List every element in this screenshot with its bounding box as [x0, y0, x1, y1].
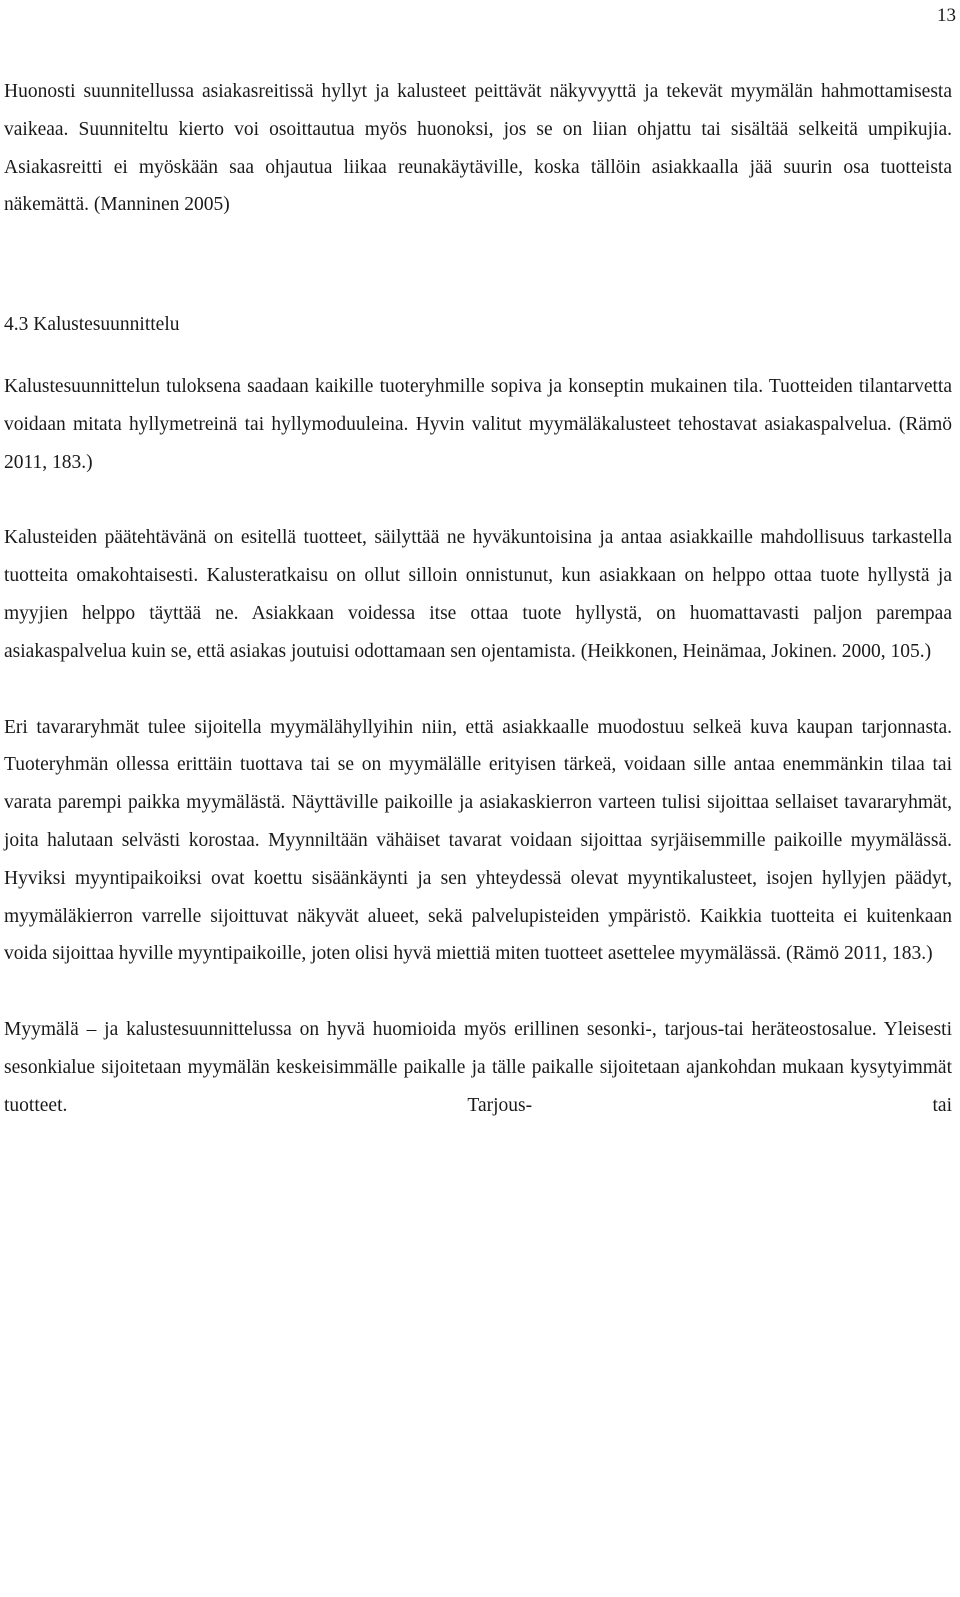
page-number: 13 — [937, 5, 956, 26]
paragraph-sesonkialue: Myymälä – ja kalustesuunnittelussa on hyvä huomioida myös erillinen sesonki-, tarjous-tai heräteostosalue. Yleisesti sesonkialue sijoitetaan myymälän keskeisimmälle paikalle ja tälle paikalle sijoitetaan ajankohdan mukaan kysytyimmät tuotteet. Tarjous- tai — [4, 1019, 952, 1116]
paragraph-kalustesuunnittelu: Kalustesuunnittelun tuloksena saadaan kaikille tuoteryhmille sopiva ja konseptin mukainen tila. Tuotteiden tilantarvetta voidaan mitata hyllymetreinä tai hyllymoduuleina. Hyvin valitut myymäläkalusteet tehostavat asiakaspalvelua. (Rämö 2011, 183.) — [4, 375, 952, 473]
paragraph-kalusteiden-tehtava: Kalusteiden päätehtävänä on esitellä tuotteet, säilyttää ne hyväkuntoisina ja antaa asiakkaille mahdollisuus tarkastella tuotteita omakohtaisesti. Kalusteratkaisu on ollut silloin onnistunut, kun asiakkaan on helppo ottaa tuote hyllystä ja myyjien helppo täyttää ne. Asiakkaan voidessa itse ottaa tuote hyllystä, on huomattavasti paljon parempaa asiakaspalvelua kuin se, että asiakas joutuisi odottamaan sen ojentamista. (Heikkonen, Heinämaa, Jokinen. 2000, 105.) — [4, 527, 952, 662]
paragraph-tavararyhmat: Eri tavararyhmät tulee sijoitella myymälähyllyihin niin, että asiakkaalle muodostuu selkeä kuva kaupan tarjonnasta. Tuoteryhmän ollessa erittäin tuottava tai se on myymälälle erityisen tärkeä, voidaan sille antaa enemmänkin tilaa tai varata parempi paikka myymälästä. Näyttäville paikoille ja asiakaskierron varteen tulisi sijoittaa sellaiset tavararyhmät, joita halutaan selvästi korostaa. Myynniltään vähäiset tavarat voidaan sijoittaa syrjäisemmille paikoille myymälässä. Hyviksi myyntipaikoiksi ovat koettu sisäänkäynti ja sen yhteydessä olevat myyntikalusteet, isojen hyllyjen päädyt, myymäläkierron varrelle sijoittuvat näkyvät alueet, sekä palvelupisteiden ympäristö. Kaikkia tuotteita ei kuitenkaan voida sijoittaa hyville myyntipaikoille, joten olisi hyvä miettiä miten tuotteet asettelee myymälässä. (Rämö 2011, 183.) — [4, 716, 952, 965]
paragraph-asiakasreitti: Huonosti suunnitellussa asiakasreitissä hyllyt ja kalusteet peittävät näkyvyyttä ja tekevät myymälän hahmottamisesta vaikeaa. Suunniteltu kierto voi osoittautua myös huonoksi, jos se on liian ohjattu tai sisältää selkeitä umpikujia. Asiakasreitti ei myöskään saa ohjautua liikaa reunakäytäville, koska tällöin asiakkaalla jää suurin osa tuotteista näkemättä. (Manninen 2005) — [4, 81, 952, 216]
section-heading: 4.3 Kalustesuunnittelu — [4, 314, 180, 336]
document-body — [4, 73, 952, 1125]
